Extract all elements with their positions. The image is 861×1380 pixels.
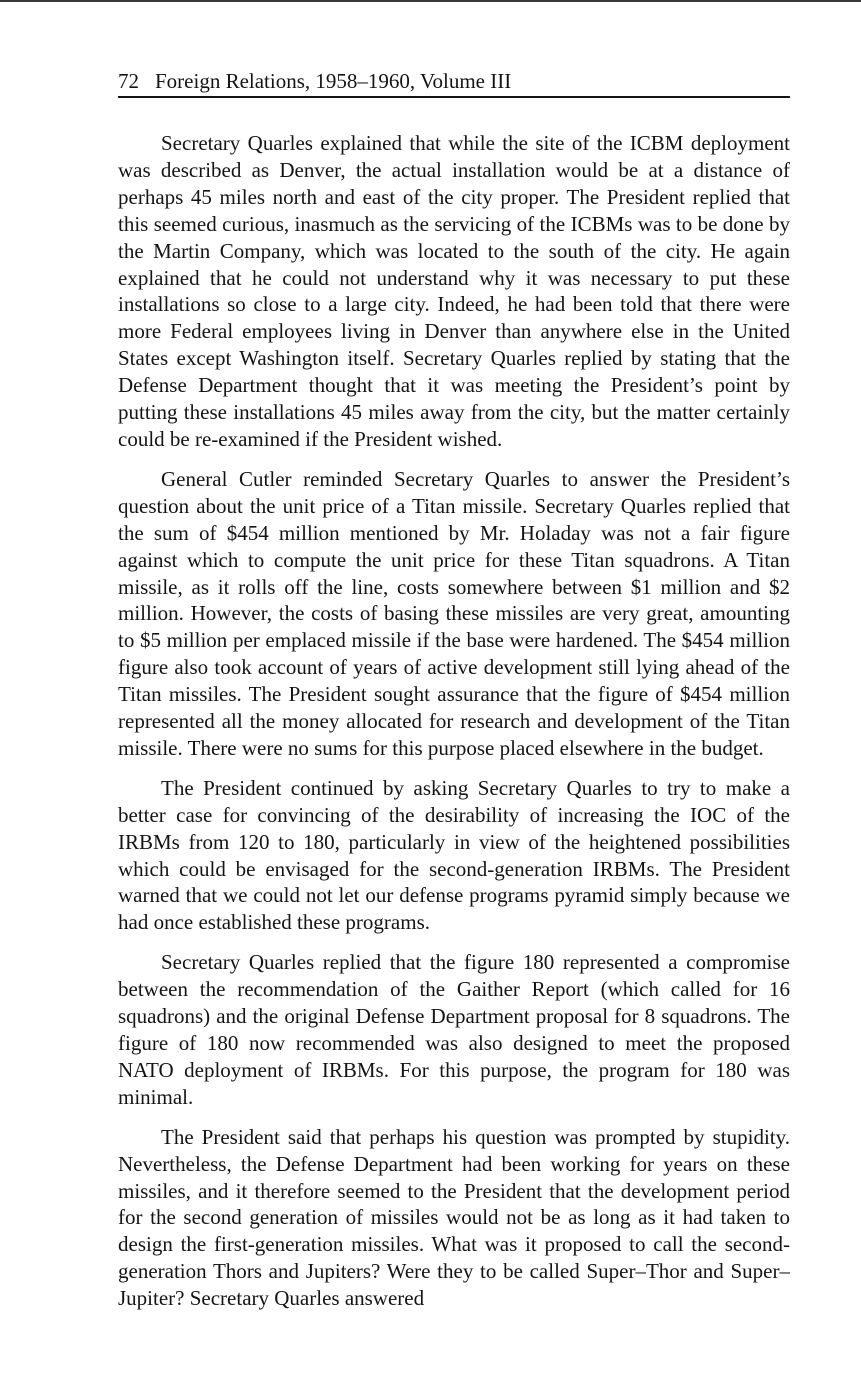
page-top-rule (0, 0, 861, 2)
page-body (118, 130, 790, 1312)
paragraph-irbm-ioc: The President continued by asking Secretary Quarles to try to make a better case for convincing of the desirability of increasing the IOC of the IRBMs from 120 to 180, particularly in view of the heightened possibilities which could be envisaged for the second-generation IRBMs. The President warned that we could not let our defense programs pyramid simply because we had once established these programs. (118, 775, 790, 935)
paragraph-gaither-report: Secretary Quarles replied that the figure 180 represented a compromise between the recommendation of the Gaither Report (which called for 16 squadrons) and the original Defense Department proposal for 8 squadrons. The figure of 180 now recommended was also designed to meet the proposed NATO deployment of IRBMs. For this purpose, the program for 180 was minimal. (118, 950, 790, 1109)
running-head (118, 66, 790, 98)
running-title: Foreign Relations, 1958–1960, Volume III (155, 69, 512, 93)
paragraph-titan-unit-price: General Cutler reminded Secretary Quarles to answer the President’s question about the unit price of a Titan missile. Secretary Quarles replied that the sum of $454 million mentioned by Mr. Holaday was not a fair figure against which to compute the unit price for these Titan squadrons. A Titan missile, as it rolls off the line, costs somewhere between $1 million and $2 million. However, the costs of basing these missiles are very great, amounting to $5 million per emplaced missile if the base were hardened. The $454 million figure also took account of years of active development still lying ahead of the Titan missiles. The President sought assurance that the figure of $454 million represented all the money allocated for research and development of the Titan missile. There were no sums for this purpose placed elsewhere in the budget. (118, 466, 790, 760)
page-number: 72 (118, 69, 139, 93)
paragraph-icbm-denver: Secretary Quarles explained that while the site of the ICBM deployment was described as Denver, the actual installation would be at a distance of perhaps 45 miles north and east of the city proper. The President replied that this seemed curious, inasmuch as the servicing of the ICBMs was to be done by the Martin Company, which was located to the south of the city. He again explained that he could not understand why it was necessary to put these installations so close to a large city. Indeed, he had been told that there were more Federal employees living in Denver than anywhere else in the United States except Washington itself. Secretary Quarles replied by stating that the Defense Department thought that it was meeting the President’s point by putting these installations 45 miles away from the city, but the matter certainly could be re-examined if the President wished. (118, 131, 790, 451)
paragraph-second-generation: The President said that perhaps his question was prompted by stupidity. Nevertheless, the Defense Department had been working for years on these missiles, and it therefore seemed to the President that the development period for the second generation of missiles would not be as long as it had taken to design the first-generation missiles. What was it proposed to call the second-generation Thors and Jupiters? Were they to be called Super–Thor and Super–Jupiter? Secretary Quarles answered (118, 1124, 790, 1311)
